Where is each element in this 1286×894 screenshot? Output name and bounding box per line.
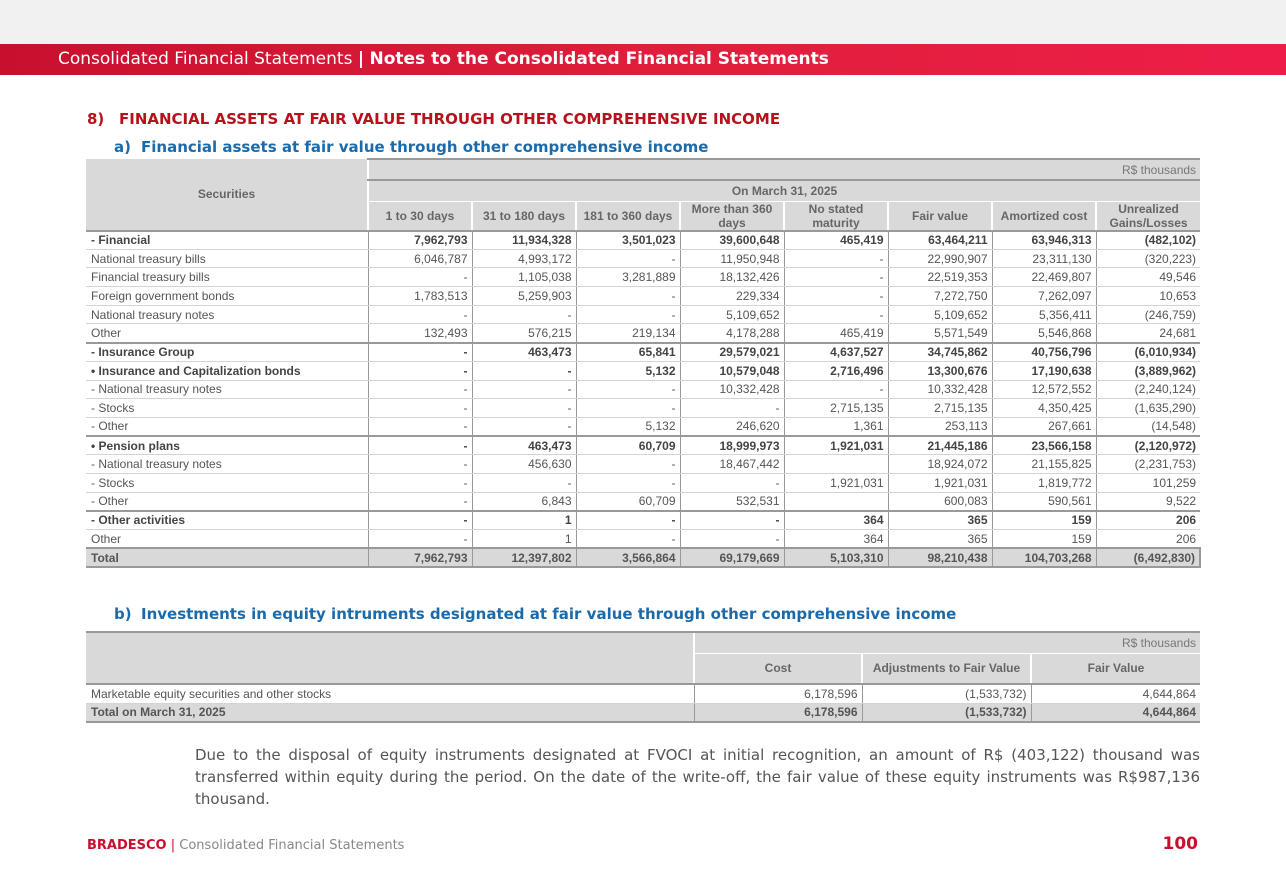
- cell-value: 6,843: [472, 492, 576, 511]
- cell-value: 10,653: [1096, 287, 1200, 306]
- cell-value: 21,445,186: [888, 436, 992, 455]
- cell-value: 576,215: [472, 324, 576, 343]
- column-header: Fair value: [888, 201, 992, 231]
- cell-value: 10,332,428: [888, 380, 992, 399]
- column-header: Unrealized Gains/Losses: [1096, 201, 1200, 231]
- equity-instruments-table: [86, 631, 1200, 723]
- cell-value: -: [576, 380, 680, 399]
- cell-value: 5,103,310: [784, 548, 888, 567]
- cell-value: -: [576, 249, 680, 268]
- cell-value: 101,259: [1096, 473, 1200, 492]
- table-row: [86, 511, 1200, 530]
- row-label: Other: [86, 324, 368, 343]
- header-banner: [0, 44, 1286, 75]
- row-label: National treasury notes: [86, 305, 368, 324]
- cell-value: (320,223): [1096, 249, 1200, 268]
- cell-value: 206: [1096, 511, 1200, 530]
- cell-value: 40,756,796: [992, 343, 1096, 362]
- cell-value: [784, 492, 888, 511]
- row-label: Total on March 31, 2025: [86, 703, 694, 722]
- cell-value: -: [680, 399, 784, 418]
- cell-value: 253,113: [888, 417, 992, 436]
- row-label: Foreign government bonds: [86, 287, 368, 306]
- cell-value: 2,716,496: [784, 361, 888, 380]
- cell-value: 29,579,021: [680, 343, 784, 362]
- cell-value: -: [472, 473, 576, 492]
- table-row: [86, 380, 1200, 399]
- cell-value: 4,644,864: [1031, 684, 1200, 703]
- cell-value: 63,946,313: [992, 231, 1096, 250]
- cell-value: -: [472, 361, 576, 380]
- cell-value: 49,546: [1096, 268, 1200, 287]
- cell-value: (1,635,290): [1096, 399, 1200, 418]
- cell-value: 60,709: [576, 492, 680, 511]
- cell-value: 1,921,031: [888, 473, 992, 492]
- cell-value: 17,190,638: [992, 361, 1096, 380]
- cell-value: (2,240,124): [1096, 380, 1200, 399]
- column-header: Amortized cost: [992, 201, 1096, 231]
- table-row: [86, 287, 1200, 306]
- cell-value: (1,533,732): [862, 684, 1031, 703]
- securities-header: Securities: [86, 159, 368, 231]
- cell-value: (246,759): [1096, 305, 1200, 324]
- cell-value: 1: [472, 530, 576, 549]
- header-title: Consolidated Financial Statements | Notes to the Consolidated Financial Statements: [58, 49, 829, 69]
- cell-value: -: [368, 380, 472, 399]
- row-label: - Stocks: [86, 399, 368, 418]
- footer: BRADESCO | Consolidated Financial Statements: [87, 838, 405, 853]
- cell-value: 10,332,428: [680, 380, 784, 399]
- cell-value: 13,300,676: [888, 361, 992, 380]
- cell-value: 10,579,048: [680, 361, 784, 380]
- cell-value: -: [368, 361, 472, 380]
- table-row: [86, 436, 1200, 455]
- table-row: [86, 324, 1200, 343]
- table-row: [86, 343, 1200, 362]
- row-label: Total: [86, 548, 368, 567]
- cell-value: 463,473: [472, 343, 576, 362]
- cell-value: (6,010,934): [1096, 343, 1200, 362]
- cell-value: 11,950,948: [680, 249, 784, 268]
- cell-value: 1: [472, 511, 576, 530]
- cell-value: 65,841: [576, 343, 680, 362]
- cell-value: 159: [992, 511, 1096, 530]
- cell-value: 1,921,031: [784, 473, 888, 492]
- cell-value: 6,178,596: [694, 703, 862, 722]
- total-row: [86, 703, 1200, 722]
- cell-value: 4,644,864: [1031, 703, 1200, 722]
- cell-value: -: [576, 399, 680, 418]
- row-label: Other: [86, 530, 368, 549]
- cell-value: 7,272,750: [888, 287, 992, 306]
- cell-value: -: [576, 511, 680, 530]
- cell-value: 60,709: [576, 436, 680, 455]
- table-row: [86, 268, 1200, 287]
- cell-value: 364: [784, 511, 888, 530]
- table-row: [86, 684, 1200, 703]
- cell-value: 18,132,426: [680, 268, 784, 287]
- footer-brand: BRADESCO: [87, 838, 167, 853]
- table-row: [86, 361, 1200, 380]
- table-row: [86, 399, 1200, 418]
- section-heading: 8) FINANCIAL ASSETS AT FAIR VALUE THROUGH OTHER COMPREHENSIVE INCOME: [87, 110, 781, 128]
- cell-value: -: [368, 530, 472, 549]
- cell-value: 3,281,889: [576, 268, 680, 287]
- cell-value: (1,533,732): [862, 703, 1031, 722]
- cell-value: 22,519,353: [888, 268, 992, 287]
- cell-value: 11,934,328: [472, 231, 576, 250]
- cell-value: -: [368, 492, 472, 511]
- cell-value: 267,661: [992, 417, 1096, 436]
- cell-value: 2,715,135: [888, 399, 992, 418]
- cell-value: 22,990,907: [888, 249, 992, 268]
- row-label: - Insurance Group: [86, 343, 368, 362]
- table-row: [86, 455, 1200, 474]
- table-row: [86, 249, 1200, 268]
- cell-value: 63,464,211: [888, 231, 992, 250]
- cell-value: (2,231,753): [1096, 455, 1200, 474]
- blank-header: [86, 632, 694, 684]
- cell-value: -: [368, 268, 472, 287]
- cell-value: 7,962,793: [368, 548, 472, 567]
- row-label: - National treasury notes: [86, 455, 368, 474]
- top-strip: [0, 0, 1286, 44]
- cell-value: 9,522: [1096, 492, 1200, 511]
- total-row: [86, 548, 1200, 567]
- cell-value: 246,620: [680, 417, 784, 436]
- cell-value: 590,561: [992, 492, 1096, 511]
- cell-value: 465,419: [784, 324, 888, 343]
- cell-value: -: [784, 287, 888, 306]
- cell-value: -: [680, 530, 784, 549]
- cell-value: 159: [992, 530, 1096, 549]
- cell-value: -: [576, 455, 680, 474]
- cell-value: 4,178,288: [680, 324, 784, 343]
- cell-value: 18,924,072: [888, 455, 992, 474]
- row-label: - Other activities: [86, 511, 368, 530]
- cell-value: 69,179,669: [680, 548, 784, 567]
- cell-value: (3,889,962): [1096, 361, 1200, 380]
- date-header: On March 31, 2025: [368, 180, 1200, 201]
- cell-value: -: [576, 305, 680, 324]
- cell-value: 5,109,652: [888, 305, 992, 324]
- cell-value: 365: [888, 530, 992, 549]
- cell-value: 532,531: [680, 492, 784, 511]
- cell-value: 132,493: [368, 324, 472, 343]
- cell-value: 1,819,772: [992, 473, 1096, 492]
- cell-value: 34,745,862: [888, 343, 992, 362]
- column-header: Cost: [694, 653, 862, 684]
- cell-value: 364: [784, 530, 888, 549]
- cell-value: -: [472, 305, 576, 324]
- table-row: [86, 530, 1200, 549]
- cell-value: 3,501,023: [576, 231, 680, 250]
- cell-value: 465,419: [784, 231, 888, 250]
- cell-value: 6,178,596: [694, 684, 862, 703]
- cell-value: -: [784, 305, 888, 324]
- cell-value: 5,546,868: [992, 324, 1096, 343]
- cell-value: 5,259,903: [472, 287, 576, 306]
- table-row: [86, 231, 1200, 250]
- cell-value: 600,083: [888, 492, 992, 511]
- cell-value: 104,703,268: [992, 548, 1096, 567]
- cell-value: 1,783,513: [368, 287, 472, 306]
- cell-value: 39,600,648: [680, 231, 784, 250]
- cell-value: (14,548): [1096, 417, 1200, 436]
- cell-value: 463,473: [472, 436, 576, 455]
- cell-value: 7,962,793: [368, 231, 472, 250]
- cell-value: -: [576, 473, 680, 492]
- cell-value: -: [368, 417, 472, 436]
- fvoci-assets-table: [86, 158, 1201, 568]
- column-header: 31 to 180 days: [472, 201, 576, 231]
- cell-value: -: [680, 511, 784, 530]
- column-header: 181 to 360 days: [576, 201, 680, 231]
- column-header: 1 to 30 days: [368, 201, 472, 231]
- row-label: - Other: [86, 492, 368, 511]
- cell-value: 12,572,552: [992, 380, 1096, 399]
- row-label: National treasury bills: [86, 249, 368, 268]
- cell-value: 1,361: [784, 417, 888, 436]
- row-label: • Pension plans: [86, 436, 368, 455]
- cell-value: -: [368, 399, 472, 418]
- cell-value: 5,132: [576, 417, 680, 436]
- column-header: Fair Value: [1031, 653, 1200, 684]
- cell-value: 21,155,825: [992, 455, 1096, 474]
- cell-value: (6,492,830): [1096, 548, 1200, 567]
- column-header: More than 360 days: [680, 201, 784, 231]
- cell-value: 229,334: [680, 287, 784, 306]
- cell-value: 23,311,130: [992, 249, 1096, 268]
- cell-value: -: [368, 436, 472, 455]
- cell-value: 4,637,527: [784, 343, 888, 362]
- row-label: - Stocks: [86, 473, 368, 492]
- cell-value: -: [784, 249, 888, 268]
- row-label: - National treasury notes: [86, 380, 368, 399]
- cell-value: 365: [888, 511, 992, 530]
- row-label: Financial treasury bills: [86, 268, 368, 287]
- cell-value: 23,566,158: [992, 436, 1096, 455]
- cell-value: 1,105,038: [472, 268, 576, 287]
- cell-value: [784, 455, 888, 474]
- cell-value: -: [368, 473, 472, 492]
- cell-value: 456,630: [472, 455, 576, 474]
- cell-value: 22,469,807: [992, 268, 1096, 287]
- cell-value: (482,102): [1096, 231, 1200, 250]
- cell-value: 3,566,864: [576, 548, 680, 567]
- cell-value: 219,134: [576, 324, 680, 343]
- row-label: - Other: [86, 417, 368, 436]
- subsection-b-heading: b) Investments in equity intruments designated at fair value through other comprehensive income: [114, 605, 957, 623]
- cell-value: 206: [1096, 530, 1200, 549]
- cell-value: 5,132: [576, 361, 680, 380]
- cell-value: 2,715,135: [784, 399, 888, 418]
- cell-value: -: [472, 380, 576, 399]
- cell-value: 18,999,973: [680, 436, 784, 455]
- cell-value: 4,350,425: [992, 399, 1096, 418]
- table-row: [86, 417, 1200, 436]
- cell-value: 98,210,438: [888, 548, 992, 567]
- table-row: [86, 473, 1200, 492]
- units-label-b: R$ thousands: [694, 632, 1200, 653]
- cell-value: 24,681: [1096, 324, 1200, 343]
- cell-value: 5,109,652: [680, 305, 784, 324]
- cell-value: 7,262,097: [992, 287, 1096, 306]
- row-label: • Insurance and Capitalization bonds: [86, 361, 368, 380]
- disposal-note: Due to the disposal of equity instruments designated at FVOCI at initial recognition, an amount of R$ (403,122) thousand was transferred within equity during the period. On the date of the write-off, the fair value of these equity instruments was R$987,136 thousand.: [195, 746, 1200, 808]
- cell-value: -: [576, 287, 680, 306]
- cell-value: -: [368, 305, 472, 324]
- cell-value: 12,397,802: [472, 548, 576, 567]
- column-header: Adjustments to Fair Value: [862, 653, 1031, 684]
- cell-value: -: [368, 343, 472, 362]
- cell-value: 5,356,411: [992, 305, 1096, 324]
- column-header: No stated maturity: [784, 201, 888, 231]
- page-number: 100: [1162, 834, 1198, 854]
- cell-value: -: [784, 268, 888, 287]
- cell-value: -: [576, 530, 680, 549]
- cell-value: -: [368, 511, 472, 530]
- cell-value: (2,120,972): [1096, 436, 1200, 455]
- subsection-a-heading: a) Financial assets at fair value through other comprehensive income: [114, 138, 709, 156]
- cell-value: 18,467,442: [680, 455, 784, 474]
- cell-value: -: [472, 399, 576, 418]
- cell-value: 4,993,172: [472, 249, 576, 268]
- cell-value: 1,921,031: [784, 436, 888, 455]
- table-row: [86, 492, 1200, 511]
- cell-value: 5,571,549: [888, 324, 992, 343]
- cell-value: -: [472, 417, 576, 436]
- units-label: R$ thousands: [368, 159, 1200, 180]
- cell-value: -: [784, 380, 888, 399]
- table-row: [86, 305, 1200, 324]
- row-label: Marketable equity securities and other stocks: [86, 684, 694, 703]
- cell-value: -: [680, 473, 784, 492]
- cell-value: -: [368, 455, 472, 474]
- row-label: - Financial: [86, 231, 368, 250]
- cell-value: 6,046,787: [368, 249, 472, 268]
